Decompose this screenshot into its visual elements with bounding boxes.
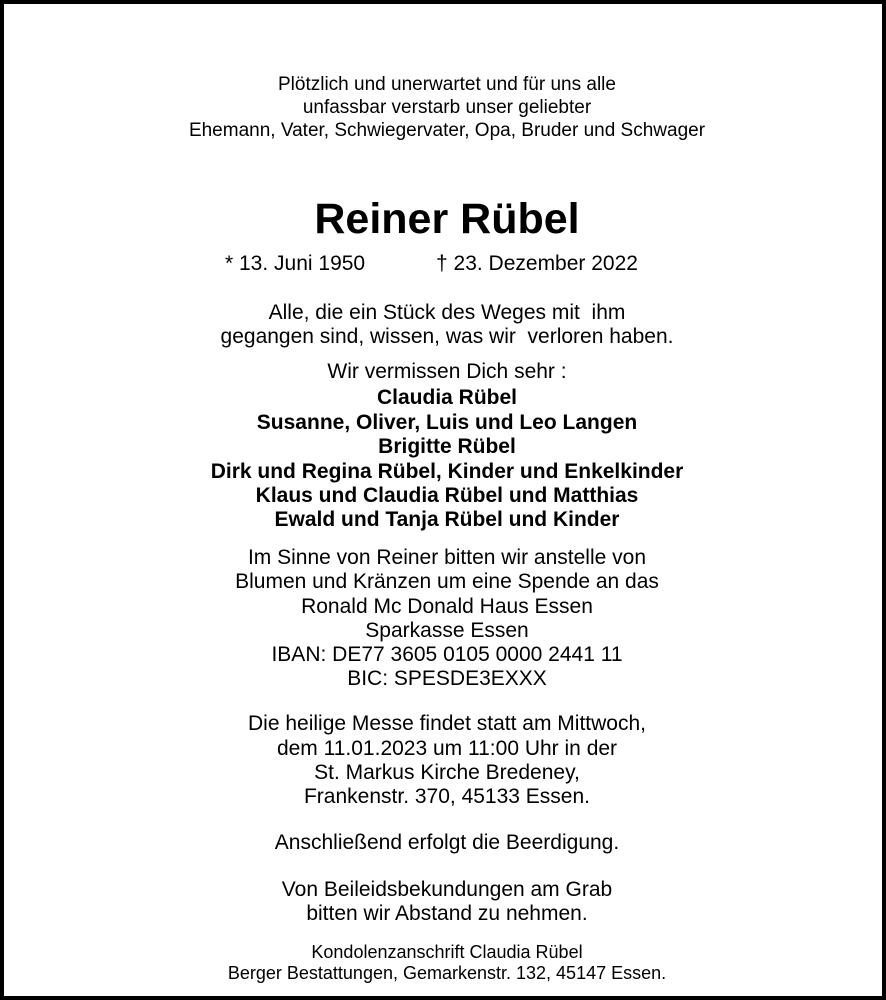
mourner-line: Claudia Rübel [376,386,518,409]
death-date: † 23. Dezember 2022 [436,252,638,275]
mourner-line: Ewald und Tanja Rübel und Kinder [274,508,620,531]
mourner-line: Brigitte Rübel [378,435,516,458]
mass-line: dem 11.01.2023 um 11:00 Uhr in der [276,737,618,760]
condolence-line: bitten wir Abstand zu nehmen. [306,902,588,925]
donation-iban: IBAN: DE77 3605 0105 0000 2441 11 [271,643,623,666]
birth-date: * 13. Juni 1950 [225,252,366,275]
intro-line-1: Plötzlich und unerwartet und für uns alle [278,74,616,95]
donation-bic: BIC: SPESDE3EXXX [347,667,547,690]
mourner-line: Klaus und Claudia Rübel und Matthias [255,484,639,507]
mass-line: Die heilige Messe findet statt am Mittwoch, [248,712,646,735]
life-dates [4,253,886,277]
intro-line-3: Ehemann, Vater, Schwiegervater, Opa, Bruder und Schwager [188,120,706,141]
address-line: Kondolenzanschrift Claudia Rübel [311,942,583,962]
donation-line: Ronald Mc Donald Haus Essen [301,595,593,618]
quote-line-2: gegangen sind, wissen, was wir verloren haben. [220,325,674,348]
donation-line: Blumen und Kränzen um eine Spende an das [235,570,659,593]
donation-line: Sparkasse Essen [365,619,529,642]
mass-line: Frankenstr. 370, 45133 Essen. [303,785,590,808]
deceased-name: Reiner Rübel [314,195,580,243]
address-line: Berger Bestattungen, Gemarkenstr. 132, 45147 Essen. [227,963,667,983]
burial-note: Anschließend erfolgt die Beerdigung. [274,831,620,854]
quote-line-1: Alle, die ein Stück des Weges mit ihm [268,301,626,324]
mourner-line: Susanne, Oliver, Luis und Leo Langen [256,411,638,434]
mourners-intro: Wir vermissen Dich sehr : [327,360,567,383]
donation-line: Im Sinne von Reiner bitten wir anstelle von [247,546,647,569]
condolence-line: Von Beileidsbekundungen am Grab [281,878,613,901]
mourner-line: Dirk und Regina Rübel, Kinder und Enkelkinder [210,460,684,483]
mass-line: St. Markus Kirche Bredeney, [314,761,580,784]
intro-line-2: unfassbar verstarb unser geliebter [302,97,592,118]
